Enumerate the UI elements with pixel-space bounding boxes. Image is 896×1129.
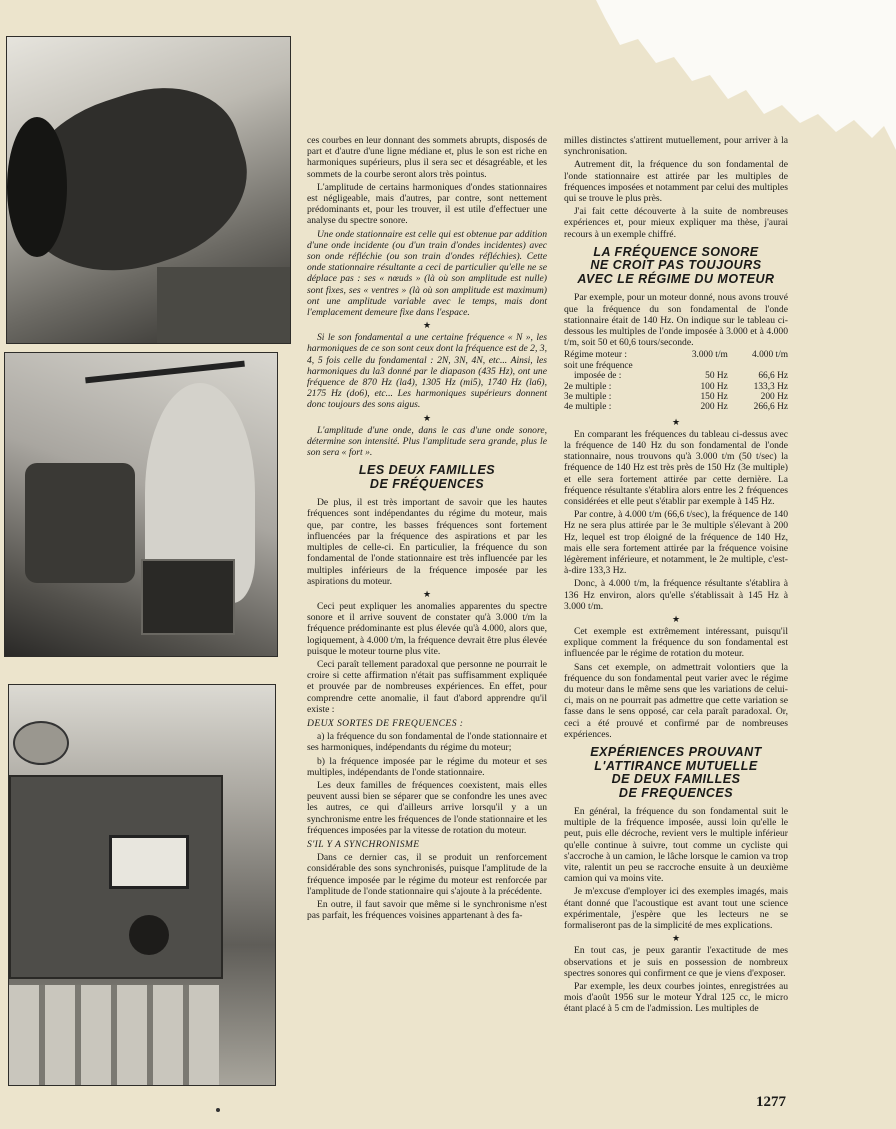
table-cell: 3.000 t/m bbox=[691, 350, 728, 361]
table-cell: 200 Hz bbox=[760, 391, 788, 402]
section-heading bbox=[564, 746, 788, 800]
table-cell: imposée de : bbox=[574, 371, 622, 382]
table-cell: 150 Hz bbox=[700, 391, 728, 402]
paragraph: Ceci paraît tellement paradoxal que personne ne pourrait le croire si cette affirmation n'était pas suffisamment expliquée et prouvée par de nombreuses expériences. En effet, pour comprendre cette anomalie, il faut d'abord apprendre qu'il existe : bbox=[307, 658, 547, 715]
heading-line: DE DEUX FAMILLES bbox=[611, 772, 741, 787]
table-cell: 133,3 Hz bbox=[753, 381, 788, 392]
paragraph: Dans ce dernier cas, il se produit un renforcement considérable des sons synchronisés, puisque l'amplitude de la fréquence imposée par le régime du moteur est renforcée par l'amplitude de l'onde stationnaire qui s'ajoute à la précédente. bbox=[307, 852, 547, 897]
paragraph: Autrement dit, la fréquence du son fondamental de l'onde stationnaire est attirée par les multiples de fréquences imposées et notamment par celui des multiples qui se trouve le plus près. bbox=[564, 159, 788, 205]
paragraph: Sans cet exemple, on admettrait volontiers que la fréquence du son fondamental peut varier avec le régime du moteur dans le même sens que les variations de celui-ci, mais on ne pourrait pas admettre que cette variation se fasse dans le sens opposé, car cela paraît paradoxal. Or, ceci a été prouvé et confirmé par de nombreuses expériences. bbox=[564, 661, 788, 740]
frequency-table bbox=[564, 350, 788, 412]
handlebar-shape bbox=[85, 361, 245, 384]
paragraph: De plus, il est très important de savoir que les hautes fréquences sont indépendantes du régime du moteur, mais que, par contre, les basses fréquences sont fortement influencées par la fréquence des aspirations et par les multiples de celle-ci. En particulier, la fréquence du son fondamental de l'onde stationnaire est très influencée par les multiples inférieurs de la fréquence imposée par les aspirations du moteur. bbox=[307, 497, 547, 587]
table-row bbox=[564, 371, 788, 381]
heading-line: DE FRÉQUENCES bbox=[369, 476, 485, 491]
heading-line: L'ATTIRANCE MUTUELLE bbox=[594, 758, 758, 773]
photo-microphone-analyzer bbox=[8, 684, 276, 1086]
section-heading bbox=[307, 464, 547, 491]
table-row bbox=[564, 382, 788, 392]
torn-corner bbox=[596, 0, 896, 150]
table-cell: 4.000 t/m bbox=[752, 350, 788, 361]
paragraph: Donc, à 4.000 t/m, la fréquence résultante s'établira à 136 Hz environ, alors qu'elle s'établissait à 145 Hz à 3.000 t/m. bbox=[564, 578, 788, 612]
paragraph: En général, la fréquence du son fondamental suit le multiple de la fréquence imposée, aussi loin qu'elle le peut, puis elle décroche, revient vers le multiple inférieur qu'elle continue à suivre, tout comme un cycliste qui s'accroche à un camion, le lâche lorsque le camion va trop vite, ralentit un peu se raccroche ensuite à un deuxième camion qui va moins vite. bbox=[564, 806, 788, 885]
star-separator: ★ bbox=[671, 416, 681, 427]
paragraph-italic: Une onde stationnaire est celle qui est obtenue par addition d'une onde incidente (ou d'un train d'ondes incidentes) avec son onde réfléchie (ou son train d'ondes réfléchies). Cette onde stationnaire résultante a ceci de particulier qu'elle ne se déplace pas : ses « nœuds » (là où son amplitude est nulle) sont fixes, ses « ventres » (là où son amplitude est maximum) ont une amplitude variable avec le temps, mais dont l'emplacement demeure fixe dans l'espace. bbox=[307, 228, 547, 319]
heading-line: LA FRÉQUENCE SONORE bbox=[593, 244, 759, 259]
table-row bbox=[564, 402, 788, 412]
paragraph: Les deux familles de fréquences coexistent, mais elles peuvent aussi bien se séparer que se confondre les unes avec les autres, ce qui d'ailleurs arrive lorsqu'il y a un synchronisme entre les fréquences de l'onde stationnaire et les fréquences imposées par la vitesse de rotation du moteur. bbox=[307, 779, 547, 836]
paragraph: Par exemple, les deux courbes jointes, enregistrées au mois d'août 1956 sur le moteur Ydral 125 cc, le micro étant placé à 5 cm de l'admission. Les multiples de bbox=[564, 980, 788, 1015]
page-number: 1277 bbox=[756, 1094, 786, 1110]
subheading: S'IL Y A SYNCHRONISME bbox=[307, 838, 420, 850]
text-column-left bbox=[307, 135, 547, 923]
paragraph: b) la fréquence imposée par le régime du moteur et ses multiples, indépendants de l'onde stationnaire. bbox=[307, 755, 547, 778]
measurement-box-shape bbox=[141, 559, 235, 635]
meter-dial-shape bbox=[109, 835, 189, 889]
heading-line: NE CROIT PAS TOUJOURS bbox=[590, 258, 762, 273]
paragraph: En comparant les fréquences du tableau ci-dessus avec la fréquence de 140 Hz du son fondamental de l'onde stationnaire, nous trouvons qu'à 3.000 t/m (50 t/sec) la fréquence de 140 Hz est très près de 150 Hz (3e multiple) et elle sera fortement attirée par cette dernière. La fréquence résultante s'établira alors entre les 2 fréquences considérées et elle peut s'établir par exemple à 145 Hz. bbox=[564, 428, 788, 507]
table-cell: Régime moteur : bbox=[564, 350, 628, 361]
paragraph: Par contre, à 4.000 t/m (66,6 t/sec), la fréquence de 140 Hz ne sera plus attirée par le 3e multiple s'élevant à 200 Hz, lequel est trop éloigné de la fréquence de 140 Hz, mais elle sera fortement attirée par la fréquence voisine légèrement inférieure, et notamment, le 2e multiple, c'est-à-dire 133,3 Hz. bbox=[564, 509, 788, 577]
paragraph: L'amplitude de certains harmoniques d'ondes stationnaires est négligeable, mais d'autres, par contre, sont nettement prédominants et, pour les trouver, il est utile d'effectuer une analyse du spectre sonore. bbox=[307, 181, 547, 227]
paragraph: ces courbes en leur donnant des sommets abrupts, disposés de part et d'autre d'une ligne médiane et, plus le son est riche en harmoniques supérieurs, plus il sera sec et désagréable, et les sommets de la courbe seront alors très pointus. bbox=[307, 135, 547, 180]
paragraph: J'ai fait cette découverte à la suite de nombreuses expériences et, pour mieux expliquer ma thèse, j'aurai recours à un exemple chiffré. bbox=[564, 206, 788, 240]
knob-shape bbox=[129, 915, 169, 955]
table-cell: 3e multiple : bbox=[564, 391, 612, 402]
table-cell: 100 Hz bbox=[700, 381, 728, 392]
paragraph-italic: L'amplitude d'une onde, dans le cas d'une onde sonore, détermine son intensité. Plus l'amplitude sera grande, plus le son sera « fort ». bbox=[307, 424, 547, 459]
table-cell: 4e multiple : bbox=[564, 402, 612, 413]
paragraph: En outre, il faut savoir que même si le synchronisme n'est pas parfait, les fréquences voisines appartenant à des fa- bbox=[307, 898, 547, 922]
star-separator: ★ bbox=[422, 412, 432, 423]
table-cell: 2e multiple : bbox=[564, 381, 612, 392]
paragraph: milles distinctes s'attirent mutuellement, pour arriver à la synchronisation. bbox=[564, 135, 788, 158]
heading-line: AVEC LE RÉGIME DU MOTEUR bbox=[577, 271, 775, 286]
paragraph: Cet exemple est extrêmement intéressant, puisqu'il explique comment la fréquence du son fondamental est influencée par le régime de rotation du moteur. bbox=[564, 626, 788, 660]
table-cell: 50 Hz bbox=[705, 371, 728, 382]
table-cell: soit une fréquence bbox=[564, 360, 633, 371]
ink-dot bbox=[216, 1108, 220, 1112]
star-separator: ★ bbox=[422, 588, 432, 599]
paragraph: Ceci peut expliquer les anomalies apparentes du spectre sonore et il arrive souvent de constater qu'à 3.000 t/m la fréquence prédominante est plus élevée qu'à 4.000, alors que, logiquement, à 4.000 t/m, la fréquence devrait être plus élevée puisque le moteur tourne plus vite. bbox=[307, 600, 547, 657]
table-cell: 200 Hz bbox=[700, 402, 728, 413]
star-separator: ★ bbox=[671, 614, 681, 625]
stand-shape bbox=[9, 985, 219, 1085]
pipe-opening-shape bbox=[7, 117, 67, 257]
paragraph: Je m'excuse d'employer ici des exemples imagés, mais étant donné que l'acoustique est avant tout une science expérimentale, j'espère que les lecteurs ne se formaliseront pas de la simplicité de mes explications. bbox=[564, 886, 788, 932]
star-separator: ★ bbox=[671, 933, 681, 944]
section-heading bbox=[564, 246, 788, 287]
heading-line: LES DEUX FAMILLES bbox=[358, 463, 496, 478]
text-column-right bbox=[564, 135, 788, 1017]
photo-scooter-test bbox=[4, 352, 278, 657]
table-cell: 266,6 Hz bbox=[753, 402, 788, 413]
table-row bbox=[564, 392, 788, 402]
table-row bbox=[564, 361, 788, 371]
heading-line: EXPÉRIENCES PROUVANT bbox=[590, 745, 762, 760]
paragraph: En tout cas, je peux garantir l'exactitude de mes observations et je suis en possession de nombreux spectres sonores qui confirment ce que je viens d'exposer. bbox=[564, 945, 788, 979]
microphone-shape bbox=[13, 721, 69, 765]
table-cell: 66,6 Hz bbox=[758, 371, 788, 382]
heading-line: DE FREQUENCES bbox=[618, 785, 734, 800]
paragraph-italic: Si le son fondamental a une certaine fréquence « N », les harmoniques de ce son sont ceux dont la fréquence est de 2, 3, 4, 5 fois celle du fondamental : 2N, 3N, 4N, etc... Ainsi, les harmoniques du la3 donné par le diapason (435 Hz), ont une fréquence de 870 Hz (la4), 1305 Hz (mi5), 1740 Hz (la6), 2175 Hz (do6), etc... Les harmoniques supérieurs donnent donc toujours des sons aigus. bbox=[307, 332, 547, 411]
star-separator: ★ bbox=[422, 320, 432, 331]
engine-shape bbox=[25, 463, 135, 583]
frame-shape bbox=[157, 267, 290, 343]
subheading: DEUX SORTES DE FREQUENCES : bbox=[307, 717, 464, 729]
photo-exhaust-pipe bbox=[6, 36, 291, 344]
paragraph: Par exemple, pour un moteur donné, nous avons trouvé que la fréquence du son fondamental de l'onde stationnaire était de 140 Hz. On indique sur le tableau ci-dessous les multiples de l'onde imposée à 3.000 et à 4.000 t/m, soit 50 et 60,6 tours/seconde. bbox=[564, 292, 788, 349]
paragraph: a) la fréquence du son fondamental de l'onde stationnaire et ses harmoniques, indépendants du régime du moteur; bbox=[307, 731, 547, 754]
table-row bbox=[564, 350, 788, 360]
